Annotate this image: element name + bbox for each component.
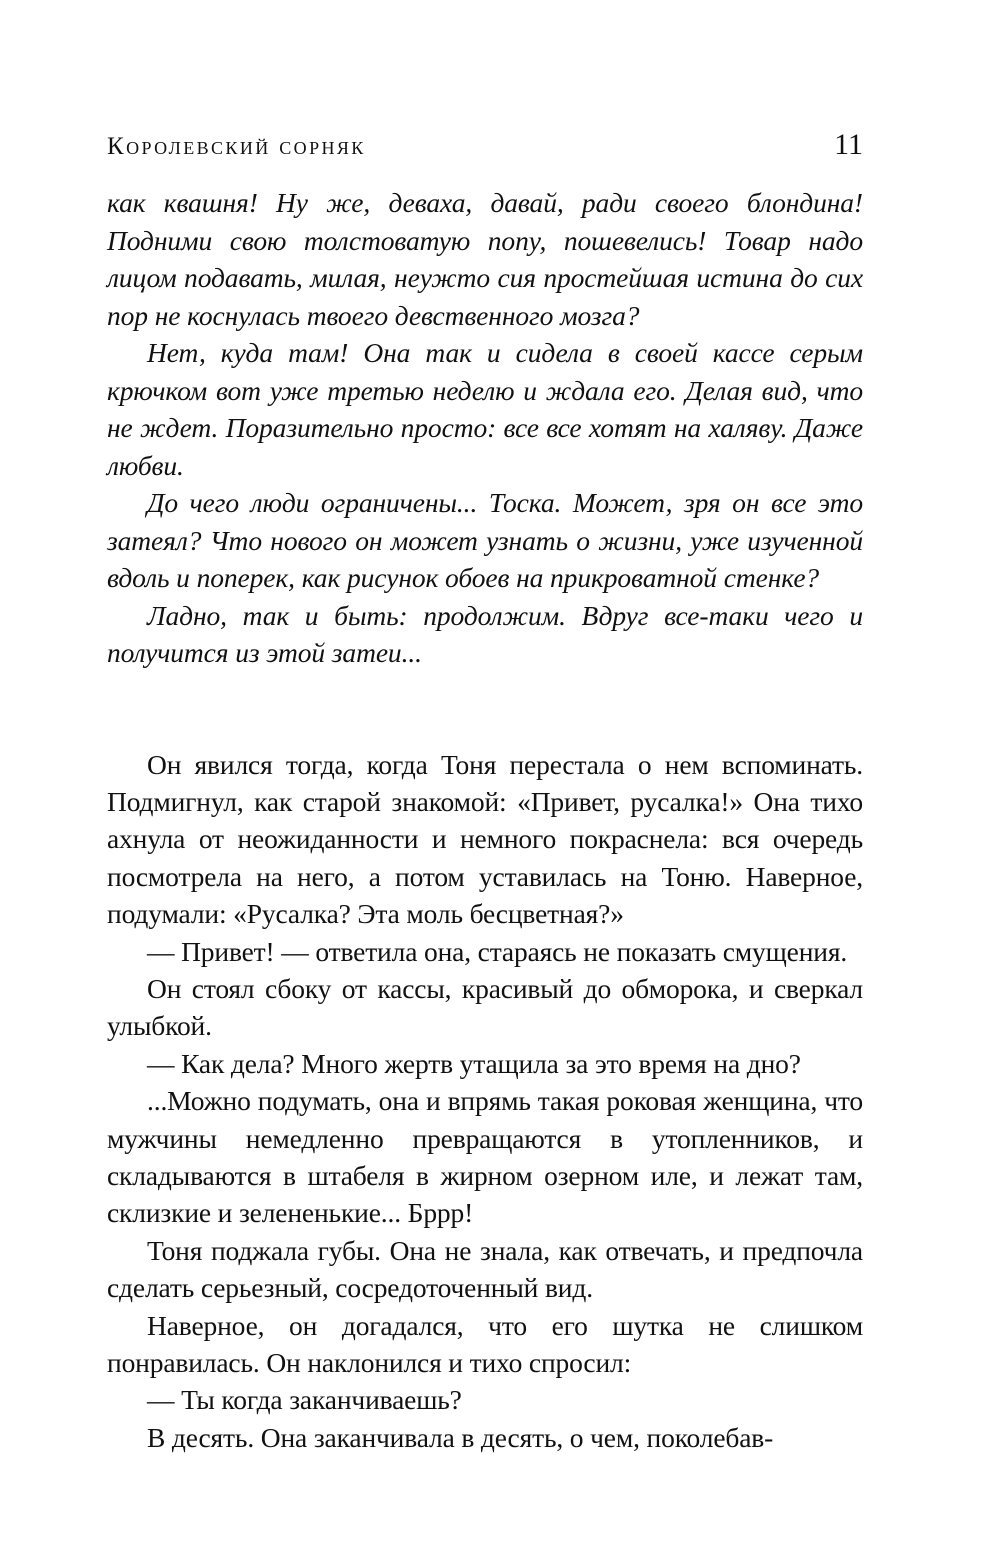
paragraph: — Привет! — ответила она, стараясь не показать смущения. — [147, 935, 848, 967]
paragraph: Тоня поджала губы. Она не знала, как отвечать, и предпочла сделать серьезный, сосредоточенный вид. — [107, 1234, 863, 1304]
section-break — [107, 672, 863, 746]
paragraph: Нет, куда там! Она так и сидела в своей кассе серым крючком вот уже третью неделю и ждала его. Делая вид, что не ждет. Поразительно просто: все все хотят на халяву. Даже любви. — [107, 337, 863, 481]
page-content — [107, 128, 863, 1456]
running-head — [107, 128, 863, 162]
paragraph: — Как дела? Много жертв утащила за это время на дно? — [147, 1047, 801, 1079]
paragraph: Он стоял сбоку от кассы, красивый до обморока, и сверкал улыбкой. — [107, 972, 863, 1042]
roman-text-block — [107, 746, 863, 1457]
paragraph: Ладно, так и быть: продолжим. Вдруг все-таки чего и получится из этой затеи... — [107, 599, 863, 668]
paragraph: как квашня! Ну же, деваха, давай, ради своего блондина! Подними свою толстоватую попу, пошевелись! Товар надо лицом подавать, милая, неужто сия простейшая истина до сих пор не коснулась твоего девственного мозга? — [107, 187, 863, 331]
book-title: Королевский сорняк — [107, 133, 366, 160]
italic-text-block — [107, 184, 863, 672]
paragraph: ...Можно подумать, она и впрямь такая роковая женщина, что мужчины немедленно превращаются в утопленников, и складываются в штабеля в жирном озерном иле, и лежат там, склизкие и зелененькие... Бррр! — [107, 1085, 863, 1229]
paragraph: В десять. Она заканчивала в десять, о чем, поколебав- — [147, 1421, 774, 1453]
paragraph: — Ты когда заканчиваешь? — [147, 1384, 462, 1416]
page-number: 11 — [834, 128, 863, 161]
paragraph: До чего люди ограничены... Тоска. Может, зря он все это затеял? Что нового он может узнать о жизни, уже изученной вдоль и поперек, как рисунок обоев на прикроватной стенке? — [107, 487, 863, 593]
paragraph: Наверное, он догадался, что его шутка не слишком понравилась. Он наклонился и тихо спросил: — [107, 1309, 863, 1378]
paragraph: Он явился тогда, когда Тоня перестала о нем вспоминать. Подмигнул, как старой знакомой: «Привет, русалка!» Она тихо ахнула от неожиданности и немного покраснела: вся очередь посмотрела на него, а потом уставилась на Тоню. Наверное, подумали: «Русалка? Эта моль бесцветная?» — [107, 748, 863, 930]
